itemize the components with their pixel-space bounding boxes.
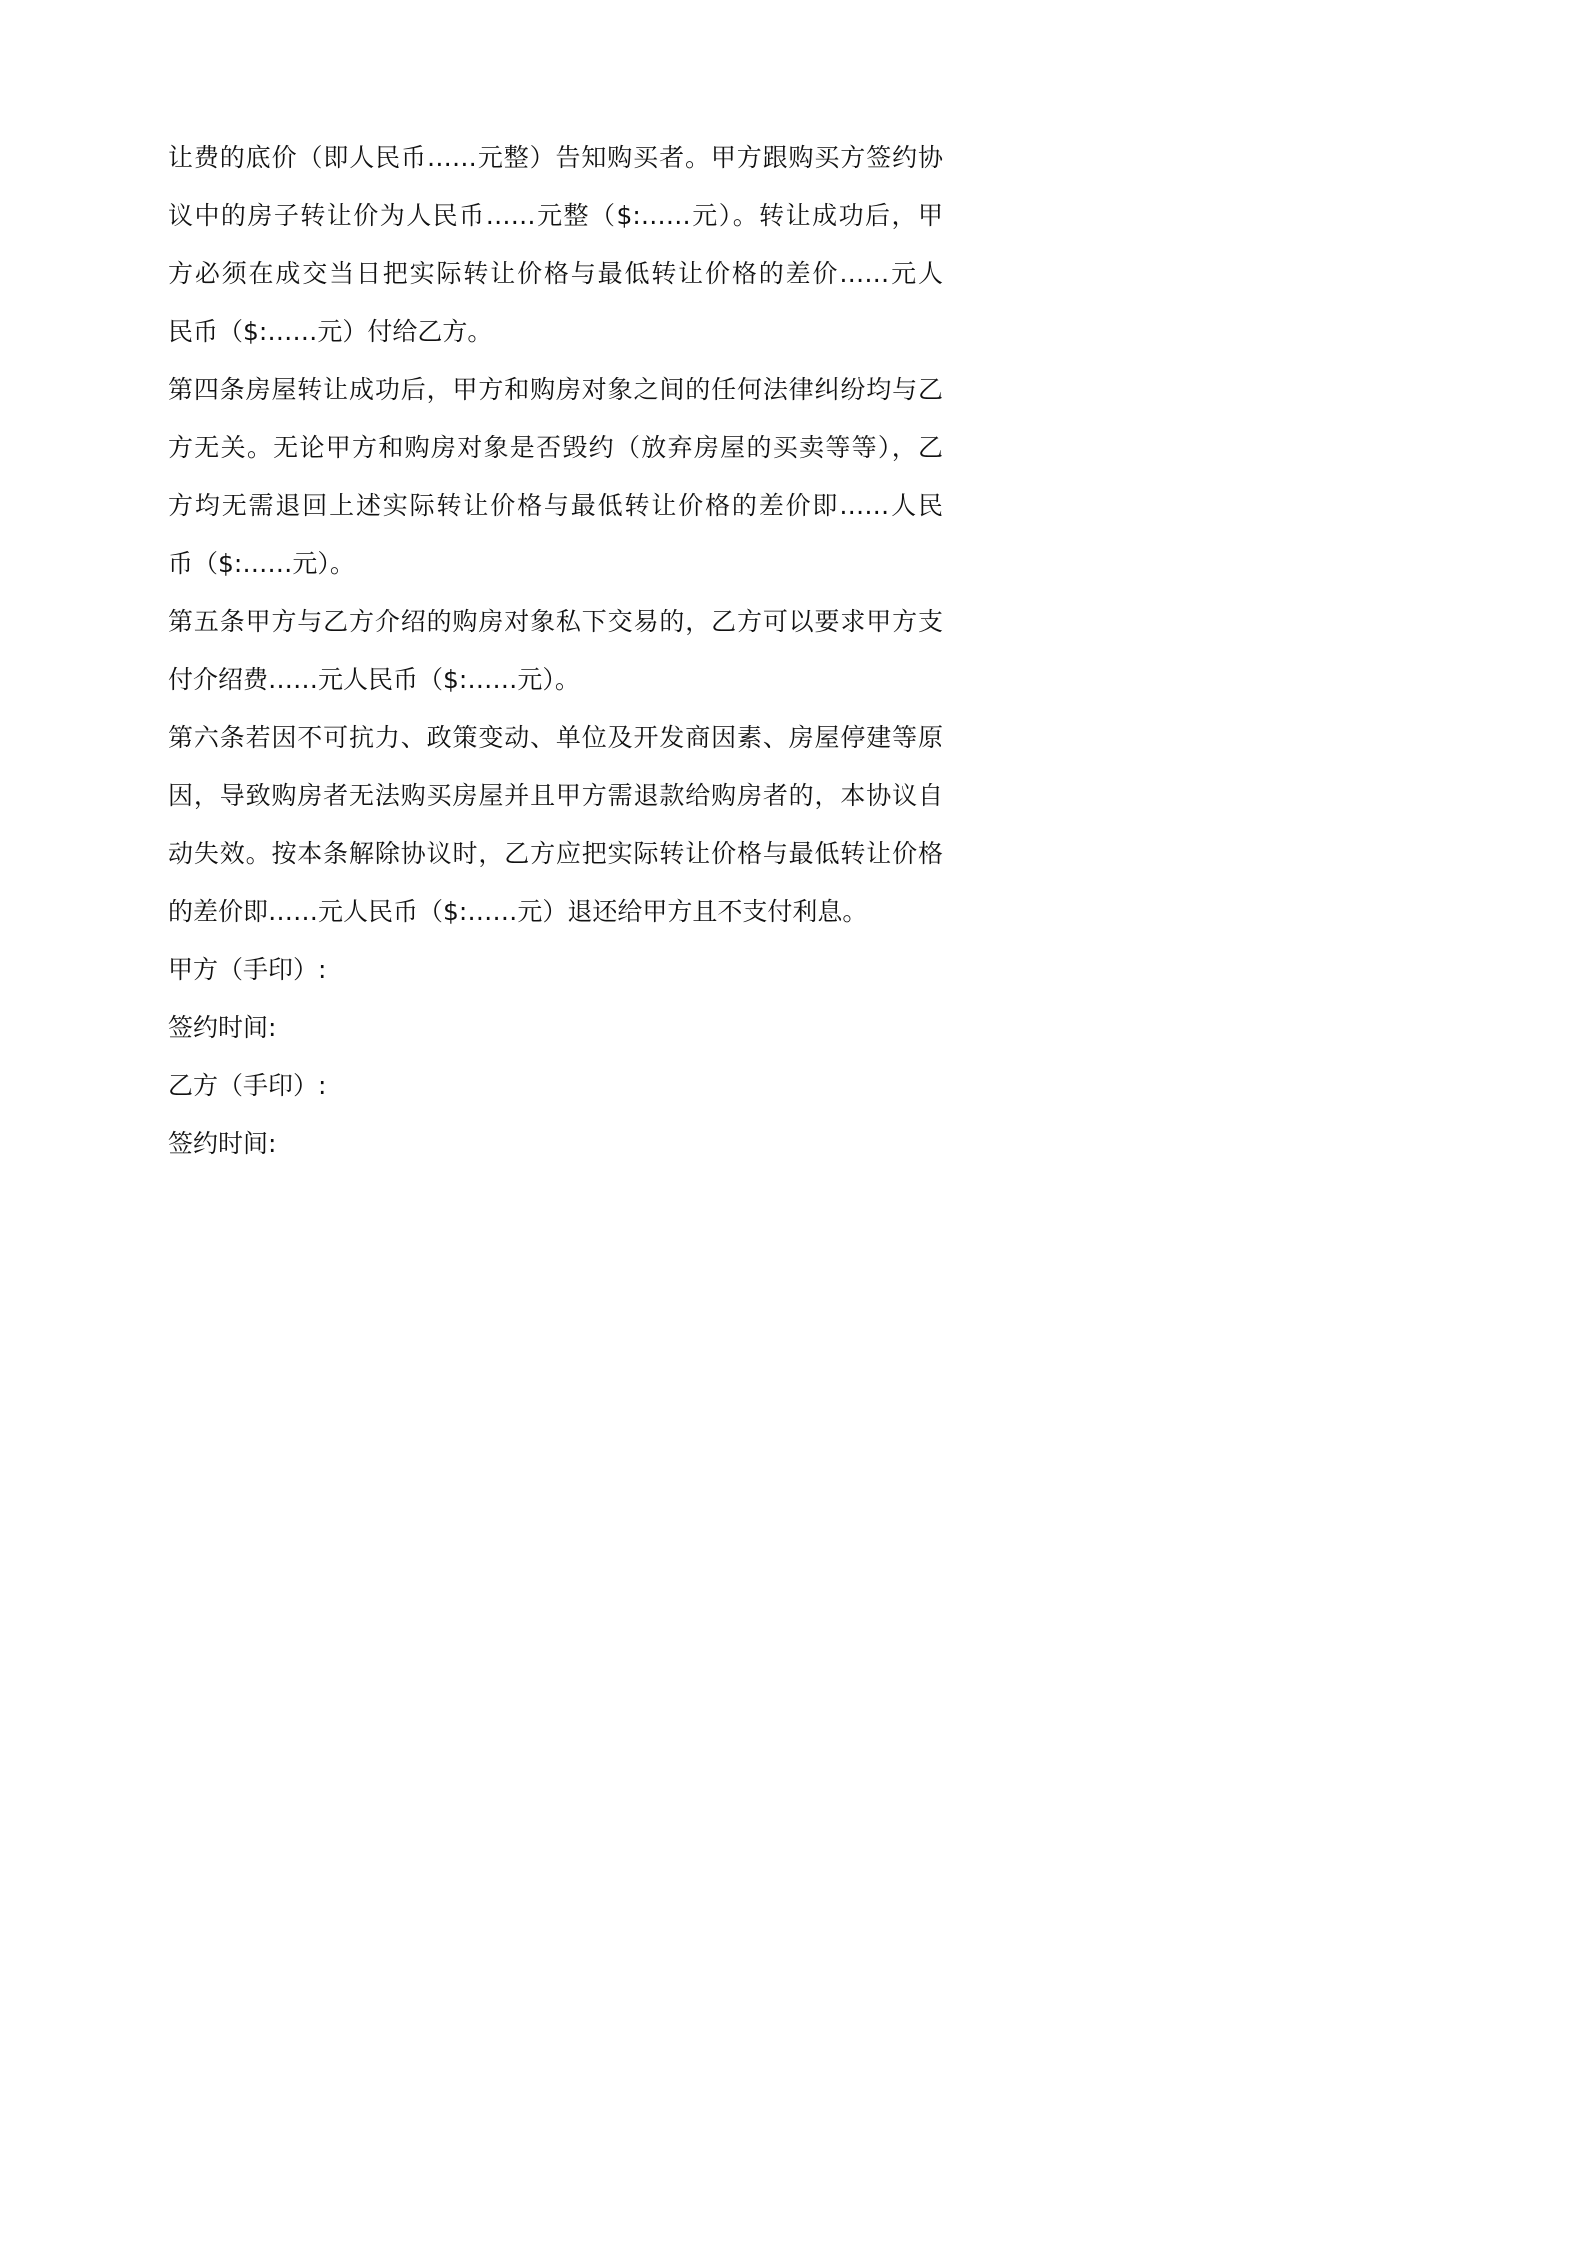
- paragraph-article-4: [168, 361, 943, 593]
- text-line: 第四条房屋转让成功后，甲方和购房对象之间的任何法律纠纷均与乙: [168, 375, 943, 404]
- text-line: 方必须在成交当日把实际转让价格与最低转让价格的差价……元人: [168, 259, 943, 288]
- text-line: 方无关。无论甲方和购房对象是否毁约（放弃房屋的买卖等等），乙: [168, 433, 943, 462]
- text-line: 第六条若因不可抗力、政策变动、单位及开发商因素、房屋停建等原: [168, 723, 943, 752]
- text-line: 方均无需退回上述实际转让价格与最低转让价格的差价即……人民: [168, 491, 943, 520]
- signature-block: [168, 941, 943, 1173]
- text-line: 第五条甲方与乙方介绍的购房对象私下交易的，乙方可以要求甲方支: [168, 607, 943, 636]
- text-line: 的差价即……元人民币（$:……元）退还给甲方且不支付利息。: [168, 897, 868, 926]
- text-line: 币（$:……元）。: [168, 549, 355, 578]
- party-b-signature-label: 乙方（手印）:: [168, 1071, 327, 1100]
- party-a-signature-label: 甲方（手印）:: [168, 955, 327, 984]
- party-b-date-label: 签约时间:: [168, 1129, 277, 1158]
- text-line: 因，导致购房者无法购买房屋并且甲方需退款给购房者的，本协议自: [168, 781, 943, 810]
- text-line: 议中的房子转让价为人民币……元整（$:……元）。转让成功后，甲: [168, 201, 943, 230]
- text-line: 民币（$:……元）付给乙方。: [168, 317, 493, 346]
- text-line: 动失效。按本条解除协议时，乙方应把实际转让价格与最低转让价格: [168, 839, 943, 868]
- text-line: 让费的底价（即人民币……元整）告知购买者。甲方跟购买方签约协: [168, 143, 943, 172]
- paragraph-article-6: [168, 709, 943, 941]
- text-line: 付介绍费……元人民币（$:……元）。: [168, 665, 580, 694]
- party-a-date-label: 签约时间:: [168, 1013, 277, 1042]
- paragraph-transfer-price: [168, 129, 943, 361]
- document-page: [0, 0, 1103, 1560]
- paragraph-article-5: [168, 593, 943, 709]
- document-body: [168, 129, 943, 1173]
